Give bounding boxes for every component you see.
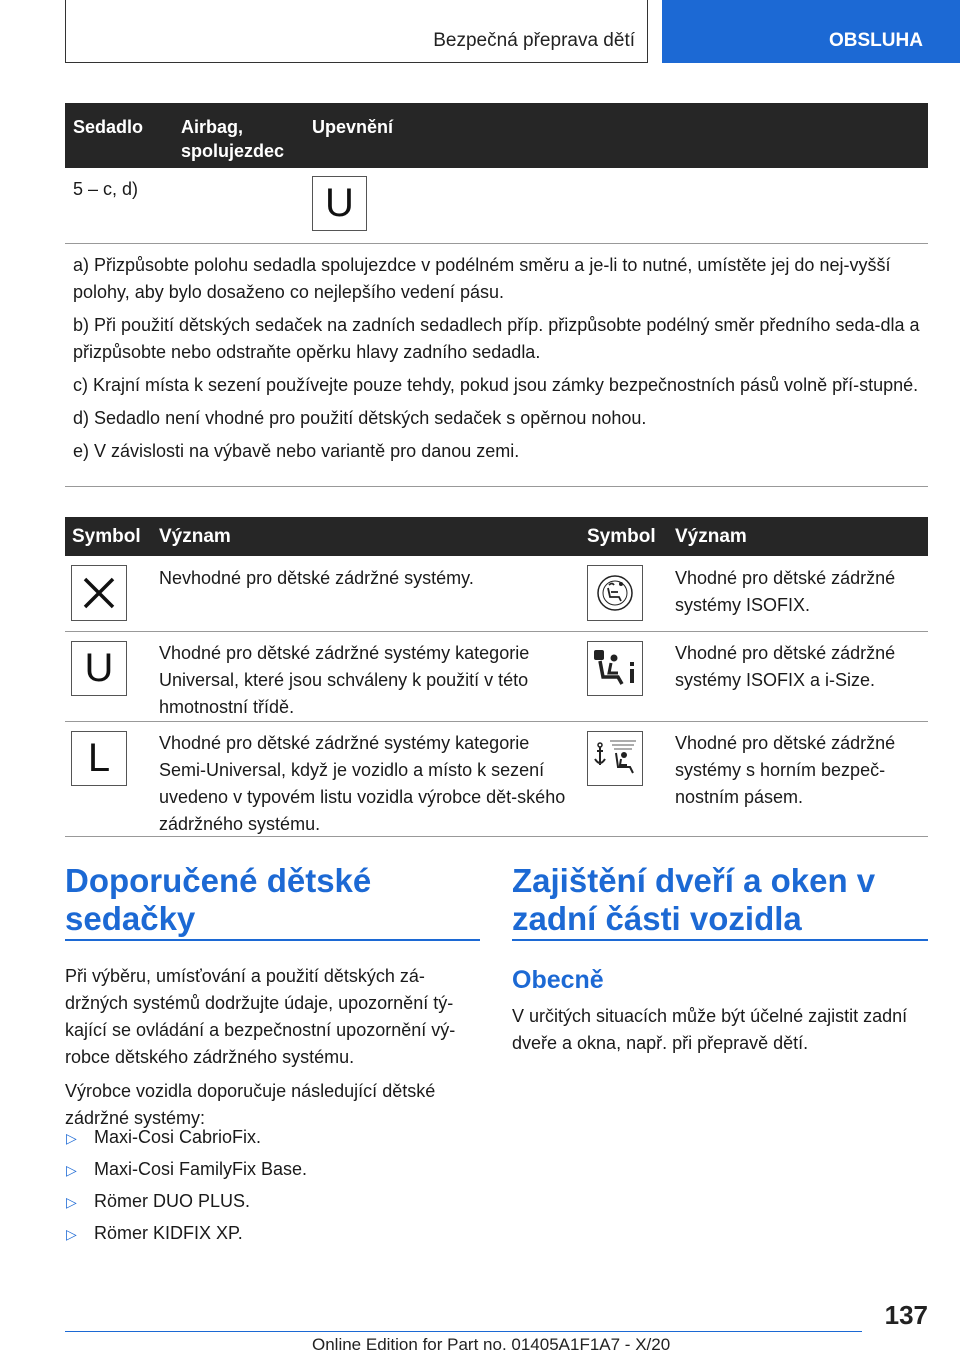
- row-divider: [65, 836, 928, 837]
- list-item: [65, 1156, 475, 1188]
- letter-u-glyph: U: [84, 646, 114, 690]
- triangle-bullet-icon: ▷: [66, 1162, 77, 1178]
- chapter-title: Bezpečná přeprava dětí: [433, 30, 635, 51]
- letter-u-icon: [71, 641, 127, 696]
- note-d: d) Sedadlo není vhodné pro použití dětských sedaček s opěrnou nohou.: [73, 408, 647, 428]
- col-header-meaning-2: Význam: [675, 526, 747, 547]
- seat-cell: 5 – c, d): [73, 179, 139, 199]
- col-header-symbol: Symbol: [72, 526, 141, 547]
- letter-u-icon: U: [325, 181, 354, 225]
- section-tab[interactable]: OBSLUHA: [662, 0, 960, 63]
- isofix-isize-icon: [587, 641, 643, 696]
- recommended-seats-list: [65, 1124, 475, 1252]
- recommended-seats-text: [65, 963, 480, 1139]
- footer-rule: [65, 1331, 862, 1332]
- symbol-table-header: [65, 517, 928, 556]
- col-header-mount: Upevnění: [312, 117, 394, 137]
- letter-l-glyph: L: [87, 736, 111, 780]
- meaning-semi-universal: Vhodné pro dětské zádržné systémy kategorie Semi-Universal, když je vozidlo a místo k sezení uvedeno v typovém listu vozidla výrobce dět-ského zádržného systému.: [159, 733, 566, 834]
- meaning-universal: Vhodné pro dětské zádržné systémy kategorie Universal, které jsou schváleny k použití v této hmotnostní třídě.: [159, 643, 530, 717]
- universal-mount-icon: [312, 176, 367, 231]
- note-c: c) Krajní místa k sezení používejte pouze tehdy, pokud jsou zámky bezpečnostních pásů volně pří-stupné.: [73, 375, 919, 395]
- triangle-bullet-icon: ▷: [66, 1130, 77, 1146]
- list-item: [65, 1124, 475, 1156]
- letter-l-icon: [71, 731, 127, 786]
- paragraph: Při výběru, umísťování a použití dětských zá-držných systémů dodržujte údaje, upozornění tý-kající se ovládání a bezpečnostní upozornění vý-robce dětského zádržného systému.: [65, 966, 456, 1067]
- col-header-airbag: Airbag, spolujezdec: [181, 117, 285, 161]
- cross-icon: [71, 565, 127, 621]
- col-header-seat: Sedadlo: [73, 117, 144, 137]
- row-divider: [65, 721, 928, 722]
- section-title-rule: [65, 939, 480, 941]
- row-divider: [65, 243, 928, 244]
- meaning-top-tether: Vhodné pro dětské zádržné systémy s horním bezpeč-nostním pásem.: [675, 733, 896, 807]
- page-number: 137: [884, 1300, 928, 1330]
- col-header-meaning: Význam: [159, 526, 231, 547]
- list-item-text: Maxi-Cosi CabrioFix.: [94, 1127, 262, 1147]
- section-title-door-lock: Zajištění dveří a oken v zadní části vozidla: [512, 862, 876, 937]
- list-item-text: Römer KIDFIX XP.: [94, 1223, 243, 1243]
- section-title-recommended-seats: Doporučené dětské sedačky: [65, 862, 372, 937]
- seat-table-header: [65, 103, 928, 168]
- seat-table-notes: [73, 252, 923, 471]
- paragraph: Výrobce vozidla doporučuje následující dětské zádržné systémy:: [65, 1081, 436, 1128]
- meaning-isofix-isize: Vhodné pro dětské zádržné systémy ISOFIX a i-Size.: [675, 643, 896, 690]
- triangle-bullet-icon: ▷: [66, 1194, 77, 1210]
- note-b: b) Při použití dětských sedaček na zadních sedadlech příp. přizpůsobte podélný směr předního seda-dla a přizpůsobte nebo odstraňte opěrku hlavy zadního sedadla.: [73, 315, 920, 362]
- triangle-bullet-icon: ▷: [66, 1226, 77, 1242]
- isofix-icon: [587, 565, 643, 621]
- list-item-text: Römer DUO PLUS.: [94, 1191, 251, 1211]
- row-divider: [65, 631, 928, 632]
- meaning-not-suitable: Nevhodné pro dětské zádržné systémy.: [159, 568, 474, 588]
- door-lock-text: V určitých situacích může být účelné zajistit zadní dveře a okna, např. při přepravě dětí.: [512, 1006, 908, 1053]
- list-item-text: Maxi-Cosi FamilyFix Base.: [94, 1159, 308, 1179]
- col-header-symbol-2: Symbol: [587, 526, 656, 547]
- list-item: [65, 1220, 475, 1252]
- note-a: a) Přizpůsobte polohu sedadla spolujezdce v podélném směru a je-li to nutné, umístěte jej do nej-vyšší polohy, aby bylo dosaženo co nejlepšího vedení pásu.: [73, 255, 891, 302]
- footer-edition: Online Edition for Part no. 01405A1F1A7 - X/20: [312, 1335, 671, 1354]
- note-e: e) V závislosti na výbavě nebo variantě pro danou zemi.: [73, 441, 520, 461]
- header-frame: [65, 0, 648, 63]
- top-tether-icon: [587, 731, 643, 786]
- section-title-rule: [512, 939, 928, 941]
- meaning-isofix: Vhodné pro dětské zádržné systémy ISOFIX.: [675, 568, 896, 615]
- list-item: [65, 1188, 475, 1220]
- row-divider: [65, 486, 928, 487]
- subsection-title-general: Obecně: [512, 966, 604, 994]
